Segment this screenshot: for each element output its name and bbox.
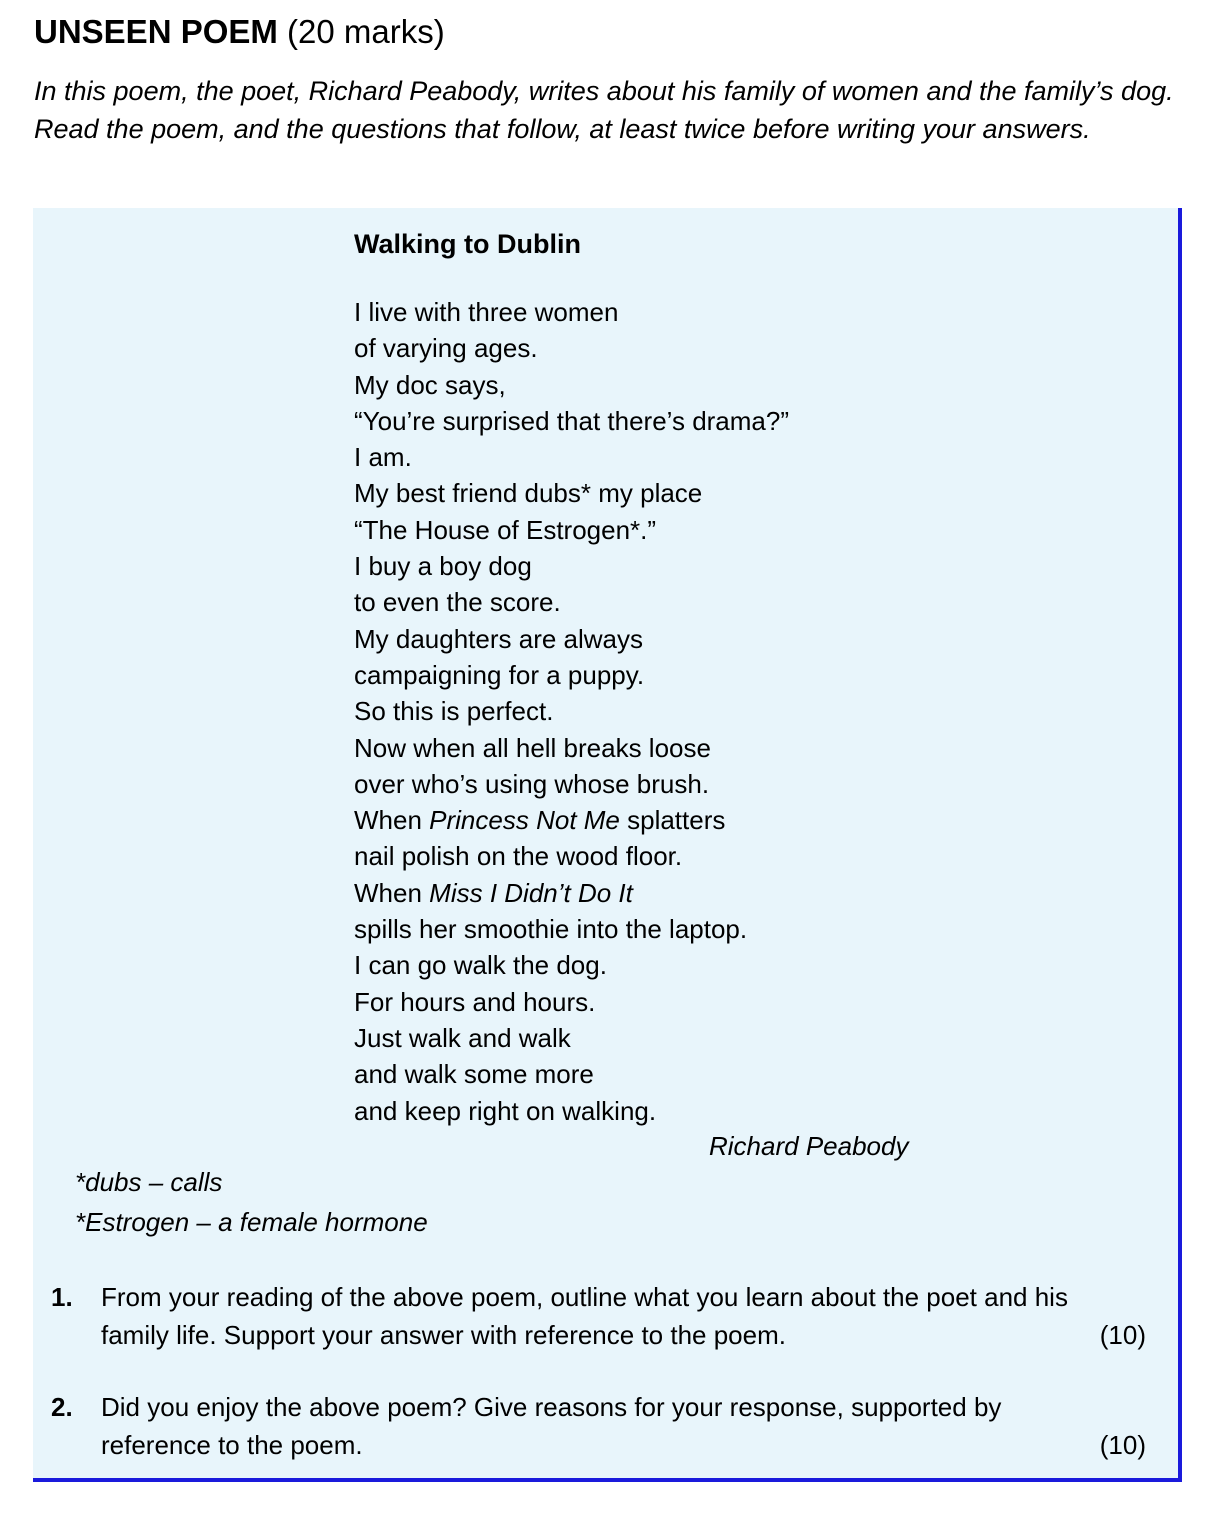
question-number: 1.	[51, 1282, 73, 1312]
poem-line-prefix: When	[354, 877, 430, 908]
poem-line: So this is perfect.	[354, 696, 554, 727]
poem-line: I am.	[354, 442, 412, 473]
question-2	[51, 1389, 1146, 1464]
poem-line: I buy a boy dog	[354, 551, 532, 582]
question-number: 2.	[51, 1392, 73, 1422]
poem-line: My doc says,	[354, 369, 506, 400]
nickname-miss: Miss I Didn’t Do It	[429, 877, 633, 908]
intro-instructions: In this poem, the poet, Richard Peabody, writes about his family of women and the family’s dog. Read the poem, and the questions that follow, at least twice before writing your answers.	[34, 76, 1174, 144]
poem-line: I live with three women	[354, 297, 619, 327]
footnote-estrogen: *Estrogen – a female hormone	[75, 1207, 428, 1237]
question-marks: (10)	[1099, 1429, 1146, 1460]
poem-line-prefix: When	[354, 805, 430, 836]
question-marks: (10)	[1099, 1319, 1146, 1350]
poem-line: spills her smoothie into the laptop.	[354, 914, 748, 945]
nickname-princess: Princess Not Me	[429, 805, 620, 836]
heading-title: UNSEEN POEM	[34, 13, 278, 50]
poem-line: “The House of Estrogen*.”	[354, 514, 657, 545]
poem-line: I can go walk the dog.	[354, 950, 607, 981]
poem-body	[354, 294, 789, 1129]
poem-line: nail polish on the wood floor.	[354, 841, 683, 872]
poem-author: Richard Peabody	[709, 1131, 909, 1161]
poem-line: Just walk and walk	[354, 1022, 571, 1053]
poem-title: Walking to Dublin	[354, 229, 581, 259]
poem-line: and keep right on walking.	[354, 1095, 657, 1126]
question-1	[51, 1279, 1146, 1354]
poem-line-miss	[354, 875, 789, 911]
poem-box	[33, 208, 1182, 1482]
poem-line: of varying ages.	[354, 333, 538, 364]
poem-line: “You’re surprised that there’s drama?”	[354, 405, 790, 436]
poem-line-suffix: splatters	[619, 805, 726, 836]
heading-marks: (20 marks)	[287, 13, 445, 50]
poem-line: My best friend dubs* my place	[354, 478, 703, 509]
poem-line: and walk some more	[354, 1059, 594, 1090]
poem-line-princess	[354, 802, 789, 838]
poem-line: campaigning for a puppy.	[354, 659, 645, 690]
footnote-dubs: *dubs – calls	[75, 1167, 223, 1197]
question-text: Did you enjoy the above poem? Give reasons for your response, supported by reference to the poem.	[101, 1392, 1002, 1460]
exam-heading	[34, 12, 445, 52]
poem-line: over who’s using whose brush.	[354, 768, 710, 799]
poem-line: Now when all hell breaks loose	[354, 732, 711, 763]
poem-line: For hours and hours.	[354, 986, 596, 1017]
poem-line: to even the score.	[354, 587, 561, 618]
question-text: From your reading of the above poem, outline what you learn about the poet and his family life. Support your answer with reference to the poem.	[101, 1282, 1068, 1350]
poem-line: My daughters are always	[354, 623, 644, 654]
